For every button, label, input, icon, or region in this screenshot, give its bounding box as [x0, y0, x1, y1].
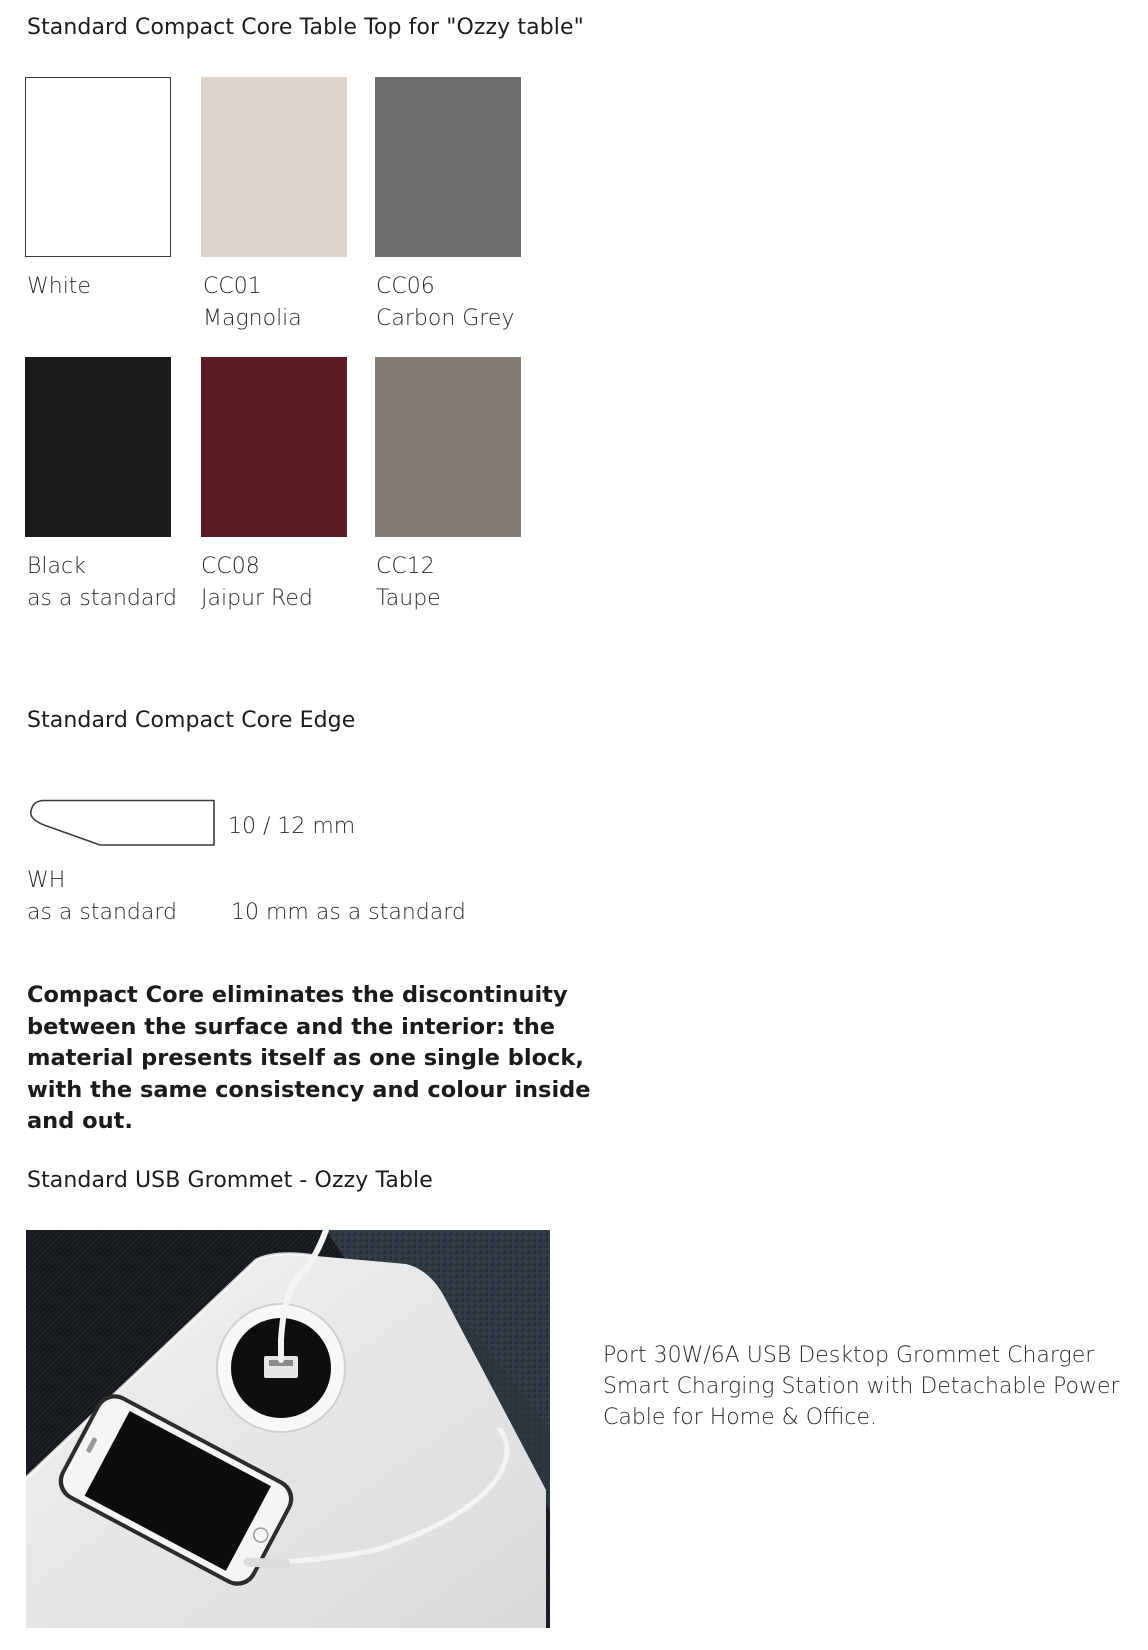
swatch-code: CC06: [376, 274, 435, 299]
edge-heading: Standard Compact Core Edge: [27, 708, 356, 733]
swatch-name: Taupe: [376, 586, 441, 611]
usb-grommet-photo: [26, 1230, 550, 1628]
swatch-caption-carbon-grey: [376, 271, 514, 335]
swatch-code: Black: [27, 554, 86, 579]
usb-grommet-description: Port 30W/6A USB Desktop Grommet Charger Smart Charging Station with Detachable Power Cable for Home & Office.: [603, 1343, 1120, 1430]
compact-core-description: Compact Core eliminates the discontinuity between the surface and the interior: the material presents itself as one single block, with the same consistency and colour inside and out.: [27, 982, 591, 1134]
swatch-name: Jaipur Red: [201, 586, 313, 611]
table-top-heading: Standard Compact Core Table Top for "Ozzy table": [27, 15, 584, 40]
magnolia-swatch: [201, 77, 347, 257]
swatch-code: CC08: [201, 554, 260, 579]
swatch-name: Magnolia: [203, 306, 302, 331]
swatch-caption-taupe: [376, 551, 441, 615]
swatch-code: CC12: [376, 554, 435, 579]
thickness-note: 10 mm as a standard: [231, 900, 466, 925]
swatch-code: White: [27, 274, 91, 299]
swatch-name: Carbon Grey: [376, 306, 515, 331]
carbon-grey-swatch: [375, 77, 521, 257]
white-swatch: [25, 77, 171, 257]
swatch-name: as a standard: [27, 586, 177, 611]
swatch-caption-white: [27, 271, 91, 303]
edge-code: WH: [27, 868, 66, 893]
edge-caption: [27, 865, 177, 929]
edge-note: as a standard: [27, 900, 177, 925]
jaipur-red-swatch: [201, 357, 347, 537]
swatch-caption-black: [27, 551, 177, 615]
edge-profile-diagram: [28, 799, 218, 849]
usb-grommet-heading: Standard USB Grommet - Ozzy Table: [27, 1168, 433, 1193]
swatch-caption-jaipur-red: [201, 551, 313, 615]
swatch-code: CC01: [203, 274, 262, 299]
thickness-label: 10 / 12 mm: [228, 814, 356, 839]
swatch-caption-magnolia: [203, 271, 302, 335]
edge-profile-shape: [31, 801, 214, 846]
taupe-swatch: [375, 357, 521, 537]
black-swatch: [25, 357, 171, 537]
